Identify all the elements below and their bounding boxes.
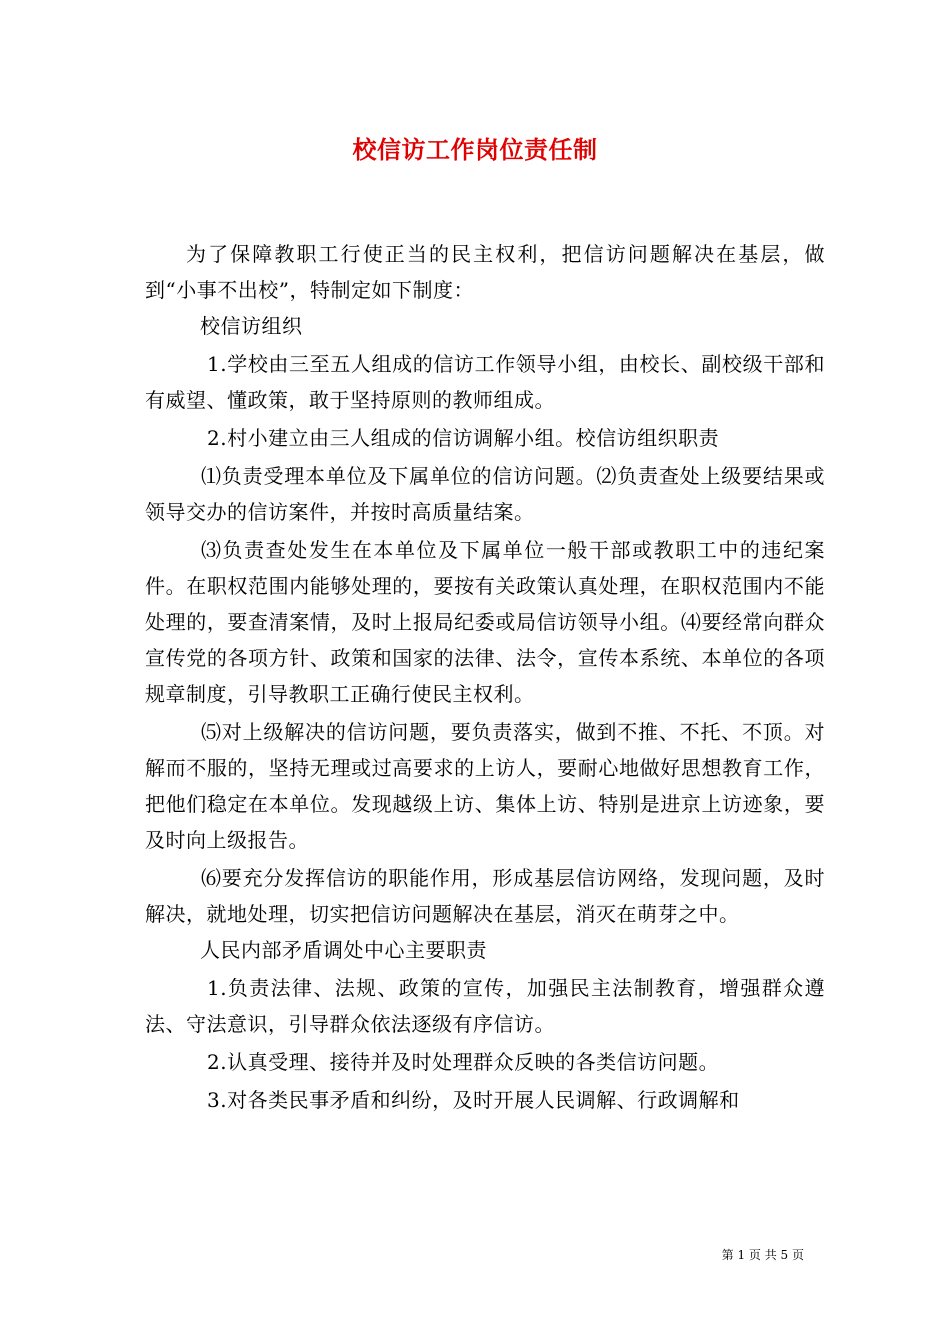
paragraph-center-item-2: 2.认真受理、接待并及时处理群众反映的各类信访问题。	[207, 1050, 720, 1074]
section-heading-mediation-center: 人民内部矛盾调处中心主要职责	[200, 938, 487, 962]
paragraph-duty-3-4: ⑶负责查处发生在本单位及下属单位一般干部或教职工中的违纪案件。在职权范围内能够处理的，要按有关政策认真处理，在职权范围内不能处理的，要查清案情，及时上报局纪委或局信访领导小组。⑷要经常向群众宣传党的各项方针、政策和国家的法律、法令，宣传本系统、本单位的各项规章制度，引导教职工正确行使民主权利。	[145, 538, 825, 706]
paragraph-duty-1-2: ⑴负责受理本单位及下属单位的信访问题。⑵负责查处上级要结果或领导交办的信访案件，并按时高质量结案。	[145, 464, 825, 524]
page-number: 第 1 页 共 5 页	[721, 1248, 804, 1262]
paragraph-duty-5: ⑸对上级解决的信访问题，要负责落实，做到不推、不托、不顶。对解而不服的，坚持无理或过高要求的上访人，要耐心地做好思想教育工作，把他们稳定在本单位。发现越级上访、集体上访、特别是进京上访迹象，要及时向上级报告。	[145, 720, 825, 852]
paragraph-center-item-3: 3.对各类民事矛盾和纠纷，及时开展人民调解、行政调解和	[207, 1088, 740, 1112]
section-heading-organization: 校信访组织	[200, 314, 303, 338]
paragraph-item-2: 2.村小建立由三人组成的信访调解小组。校信访组织职责	[207, 426, 720, 450]
paragraph-intro: 为了保障教职工行使正当的民主权利，把信访问题解决在基层，做到“小事不出校”，特制定如下制度：	[145, 242, 825, 302]
paragraph-duty-6: ⑹要充分发挥信访的职能作用，形成基层信访网络，发现问题，及时解决，就地处理，切实把信访问题解决在基层，消灭在萌芽之中。	[145, 866, 825, 926]
document-body	[145, 236, 825, 1118]
document-title: 校信访工作岗位责任制	[352, 135, 598, 164]
paragraph-item-1: 1.学校由三至五人组成的信访工作领导小组，由校长、副校级干部和有威望、懂政策，敢于坚持原则的教师组成。	[145, 352, 825, 412]
paragraph-center-item-1: 1.负责法律、法规、政策的宣传，加强民主法制教育，增强群众遵法、守法意识，引导群众依法逐级有序信访。	[145, 976, 825, 1036]
